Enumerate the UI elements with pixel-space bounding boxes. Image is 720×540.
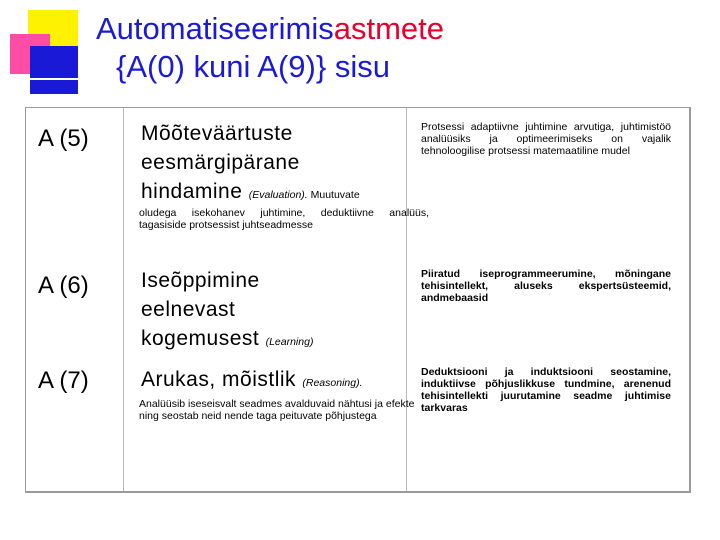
automation-levels-table (25, 107, 691, 493)
level-name-line: Iseõppimine (141, 269, 260, 292)
level-code: A (5) (38, 125, 89, 152)
slide-title (96, 10, 706, 86)
level-code: A (7) (38, 367, 89, 394)
level-name-line: hindamine (Evaluation). Muutuvate (141, 180, 360, 203)
level-description: Analüüsib iseseisvalt seadmes avalduvaid nähtusi ja efekte ning seostab neid nende taga peituvate põhjustega (139, 398, 415, 422)
level-name (141, 266, 313, 357)
level-name-line: eelnevast (141, 298, 236, 321)
logo-divider-line (14, 78, 84, 80)
decorative-squares-logo (0, 0, 90, 100)
level-name-english: (Reasoning). (302, 377, 363, 389)
level-name-line: kogemusest (Learning) (141, 327, 314, 350)
blue-square (30, 46, 78, 94)
table-row (26, 363, 689, 493)
title-line-2: {A(0) kuni A(9)} sisu (116, 49, 390, 84)
level-name (141, 119, 360, 210)
level-name-line: Arukas, mõistlik (Reasoning). (141, 368, 363, 391)
table-row (26, 244, 689, 363)
level-name-english: (Learning) (265, 336, 314, 348)
level-name-english: (Evaluation). Muutuvate (248, 189, 360, 201)
level-name (141, 365, 363, 398)
level-description: oludega isekohanev juhtimine, deduktiivne analüüs, tagasiside protsessist juhtseadmesse (139, 207, 429, 231)
level-name-line: eesmärgipärane (141, 151, 300, 174)
level-comment: Piiratud iseprogrammeerumine, mõningane tehisintellekt, aluseks ekspertsüsteemid, andmebaasid (421, 268, 671, 304)
table-row (26, 108, 689, 244)
level-comment: Protsessi adaptiivne juhtimine arvutiga, juhtimistöö analüüsiks ja optimeerimiseks on vajalik tehnoloogilise protsessi matemaatiline mudel (421, 121, 671, 157)
title-part-blue: Automatiseerimis (96, 11, 334, 46)
level-code: A (6) (38, 272, 89, 299)
title-part-red: astmete (333, 11, 445, 46)
level-name-line: Mõõteväärtuste (141, 122, 293, 145)
level-comment: Deduktsiooni ja induktsiooni seostamine, induktiivse põhjuslikkuse tundmine, arenenud tehisintellekti juurutamine seadme juhtimise tarkvaras (421, 366, 671, 414)
